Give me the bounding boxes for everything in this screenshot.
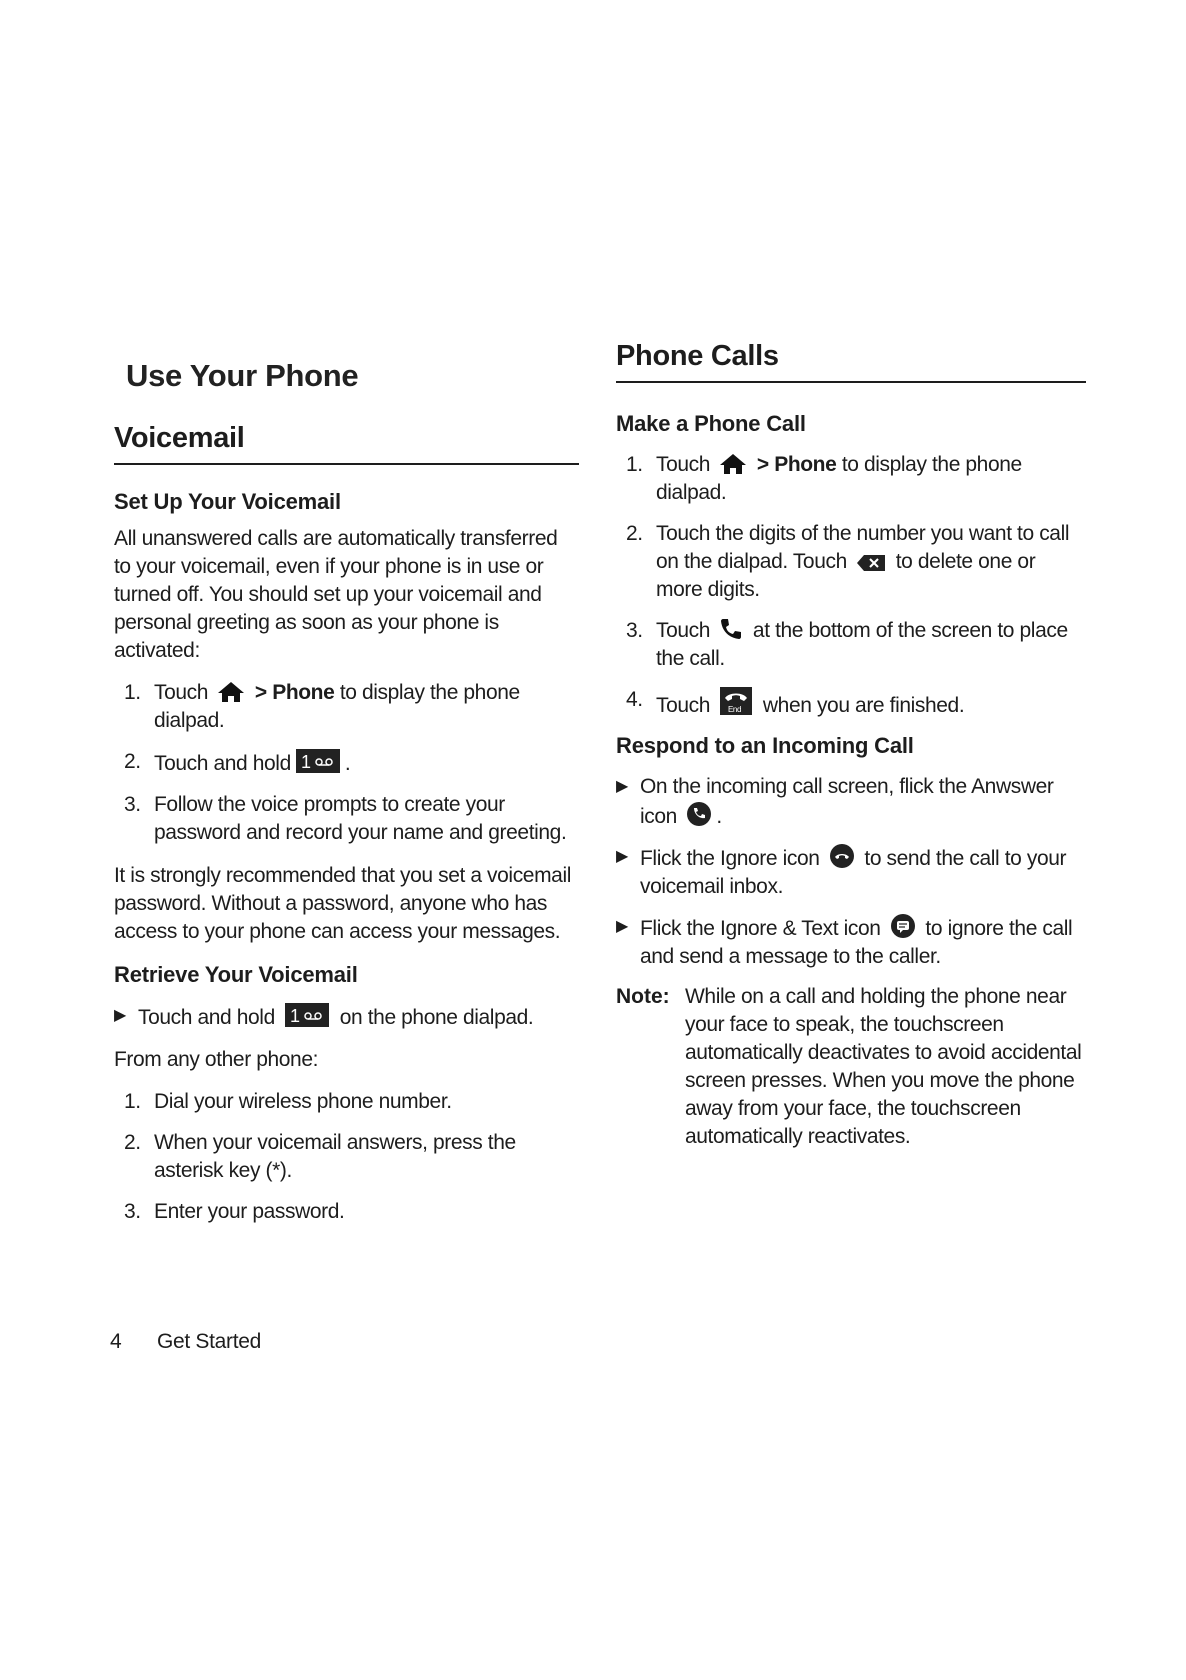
- list-item: ▶ Flick the Ignore icon to send the call to your voicemail inbox.: [616, 843, 1086, 901]
- retrieve-bullets: [114, 1002, 579, 1032]
- list-item: 3. Touch at the bottom of the screen to place the call.: [626, 619, 1068, 670]
- right-column: [616, 340, 1086, 1151]
- note-block: [616, 983, 1086, 1151]
- list-item: 3. Enter your password.: [124, 1200, 345, 1223]
- list-item: 2. Touch and hold 1 .: [124, 750, 351, 775]
- list-item: ▶ Flick the Ignore & Text icon to ignore the call and send a message to the caller.: [616, 913, 1086, 971]
- list-item: 1. Touch > Phone to display the phone dialpad.: [124, 681, 520, 732]
- voicemail-title: Voicemail: [114, 422, 579, 465]
- list-item: ▶ Touch and hold 1 on the phone dialpad.: [114, 1002, 579, 1032]
- svg-text:1: 1: [290, 1006, 300, 1026]
- note-text: While on a call and holding the phone near your face to speak, the touchscreen automatically deactivates to avoid accidental screen presses. When you move the phone away from your face, the touchscreen automatically reactivates.: [685, 985, 1082, 1148]
- retrieve-steps: [114, 1088, 579, 1226]
- bullet-arrow-icon: ▶: [114, 1007, 126, 1024]
- svg-text:1: 1: [300, 752, 311, 772]
- list-item: 1. Dial your wireless phone number.: [124, 1090, 452, 1113]
- respond-call-heading: Respond to an Incoming Call: [616, 733, 914, 758]
- setup-intro: All unanswered calls are automatically transferred to your voicemail, even if your phone is in use or turned off. You should set up your voicemail and personal greeting as soon as your phone is activated:: [114, 527, 558, 662]
- bullet-arrow-icon: ▶: [616, 778, 628, 795]
- page-footer: [110, 1330, 261, 1354]
- bullet-arrow-icon: ▶: [616, 918, 628, 935]
- from-other-phone: From any other phone:: [114, 1048, 319, 1071]
- phone-handset-icon: [719, 617, 743, 641]
- answer-icon: [686, 801, 712, 827]
- setup-voicemail-heading: Set Up Your Voicemail: [114, 489, 341, 514]
- voicemail-key-icon: [295, 748, 341, 774]
- respond-bullets: [616, 773, 1086, 971]
- list-item: 2. When your voicemail answers, press the asterisk key (*).: [124, 1131, 516, 1182]
- list-item: ▶ On the incoming call screen, flick the Anwswer icon .: [616, 773, 1086, 831]
- page-number: 4: [110, 1330, 122, 1353]
- list-item: 4. Touch End when you are finished.: [626, 688, 965, 717]
- ignore-icon: [829, 843, 855, 869]
- list-item: 1. Touch > Phone to display the phone dialpad.: [626, 453, 1022, 504]
- voicemail-key-icon: [284, 1002, 330, 1028]
- list-item: 2. Touch the digits of the number you want to call on the dialpad. Touch to delete one or more digits.: [626, 522, 1070, 601]
- backspace-icon: [856, 554, 886, 572]
- footer-section: Get Started: [156, 1330, 262, 1353]
- ignore-text-icon: [890, 913, 916, 939]
- end-call-icon: [719, 686, 753, 716]
- setup-steps: [114, 679, 579, 847]
- note-label: Note:: [616, 985, 670, 1008]
- bullet-arrow-icon: ▶: [616, 848, 628, 865]
- chapter-title: Use Your Phone: [126, 358, 359, 393]
- home-icon: [217, 681, 245, 703]
- make-call-steps: [616, 451, 1086, 720]
- left-column: [114, 355, 579, 1239]
- make-call-heading: Make a Phone Call: [616, 411, 806, 436]
- phone-calls-title: Phone Calls: [616, 340, 1086, 383]
- retrieve-voicemail-heading: Retrieve Your Voicemail: [114, 962, 358, 987]
- list-item: 3. Follow the voice prompts to create your password and record your name and greeting.: [124, 793, 567, 844]
- home-icon: [719, 453, 747, 475]
- voicemail-password-recommendation: It is strongly recommended that you set a voicemail password. Without a password, anyone who has access to your phone can access your messages.: [114, 864, 571, 943]
- svg-text:End: End: [728, 705, 742, 714]
